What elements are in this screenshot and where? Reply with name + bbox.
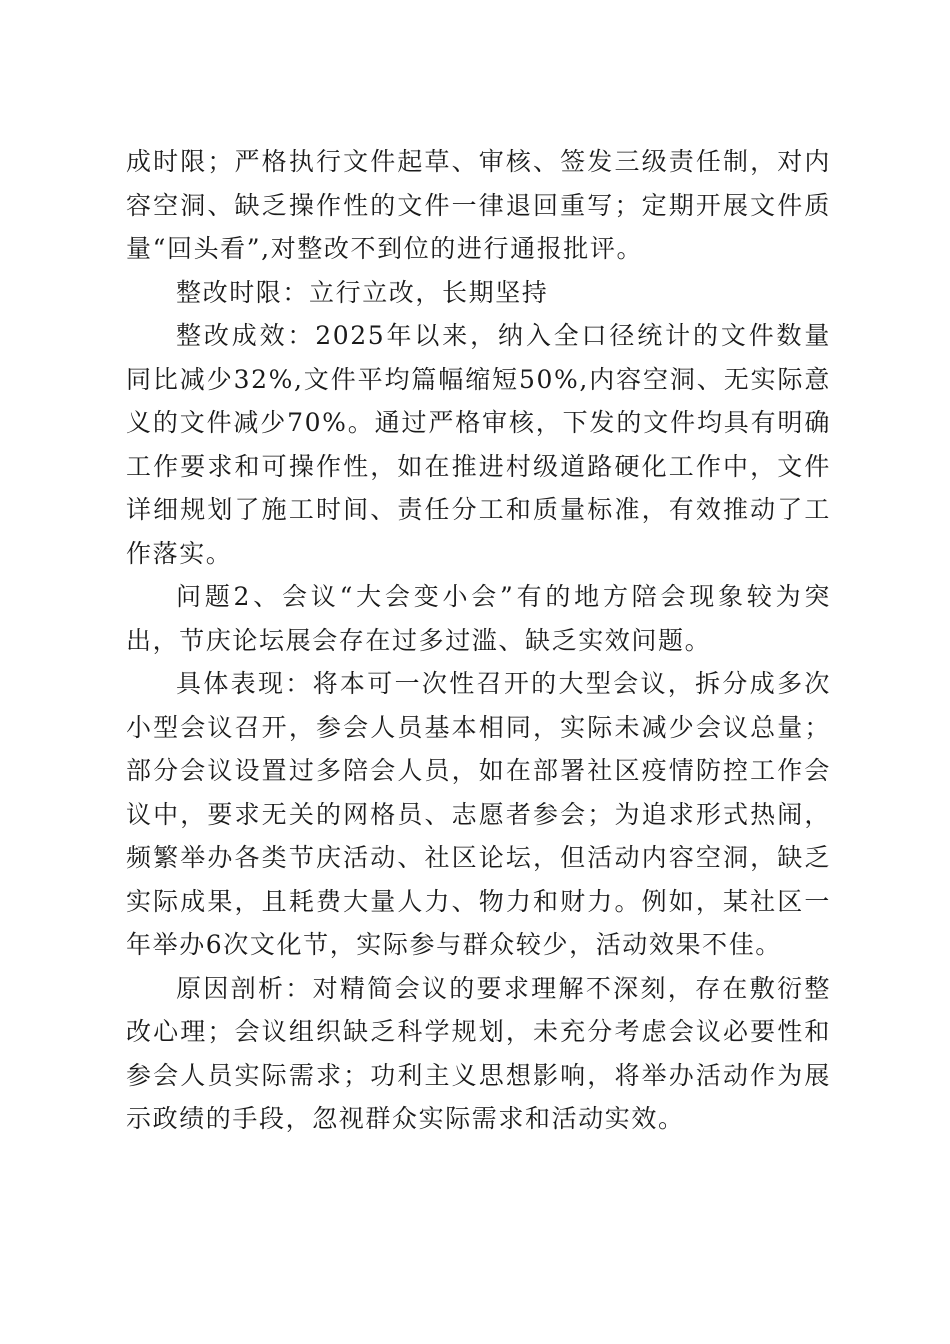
paragraph-rectification-results: 整改成效：2025年以来，纳入全口径统计的文件数量同比减少32%,文件平均篇幅缩短50%,内容空洞、无实际意义的文件减少70%。通过严格审核，下发的文件均具有明确工作要求和可操作性，如在推进村级道路硬化工作中，文件详细规划了施工时间、责任分工和质量标准，有效推动了工作落实。 [126, 321, 831, 568]
paragraph-continuation: 成时限；严格执行文件起草、审核、签发三级责任制，对内容空洞、缺乏操作性的文件一律退回重写；定期开展文件质量“回头看”,对整改不到位的进行通报批评。 [126, 147, 831, 263]
paragraph-cause-analysis: 原因剖析：对精简会议的要求理解不深刻，存在敷衍整改心理；会议组织缺乏科学规划，未充分考虑会议必要性和参会人员实际需求；功利主义思想影响，将举办活动作为展示政绩的手段，忽视群众实际需求和活动实效。 [126, 973, 831, 1133]
paragraph-specific-manifestations: 具体表现：将本可一次性召开的大型会议，拆分成多次小型会议召开，参会人员基本相同，实际未减少会议总量；部分会议设置过多陪会人员，如在部署社区疫情防控工作会议中，要求无关的网格员、志愿者参会；为追求形式热闹，频繁举办各类节庆活动、社区论坛，但活动内容空洞，缺乏实际成果，且耗费大量人力、物力和财力。例如，某社区一年举办6次文化节，实际参与群众较少，活动效果不佳。 [126, 669, 831, 959]
paragraph-rectification-deadline: 整改时限：立行立改，长期坚持 [176, 277, 549, 307]
paragraph-problem-2: 问题2、会议“大会变小会”有的地方陪会现象较为突出，节庆论坛展会存在过多过滥、缺乏实效问题。 [126, 582, 831, 655]
document-body [126, 140, 831, 1141]
